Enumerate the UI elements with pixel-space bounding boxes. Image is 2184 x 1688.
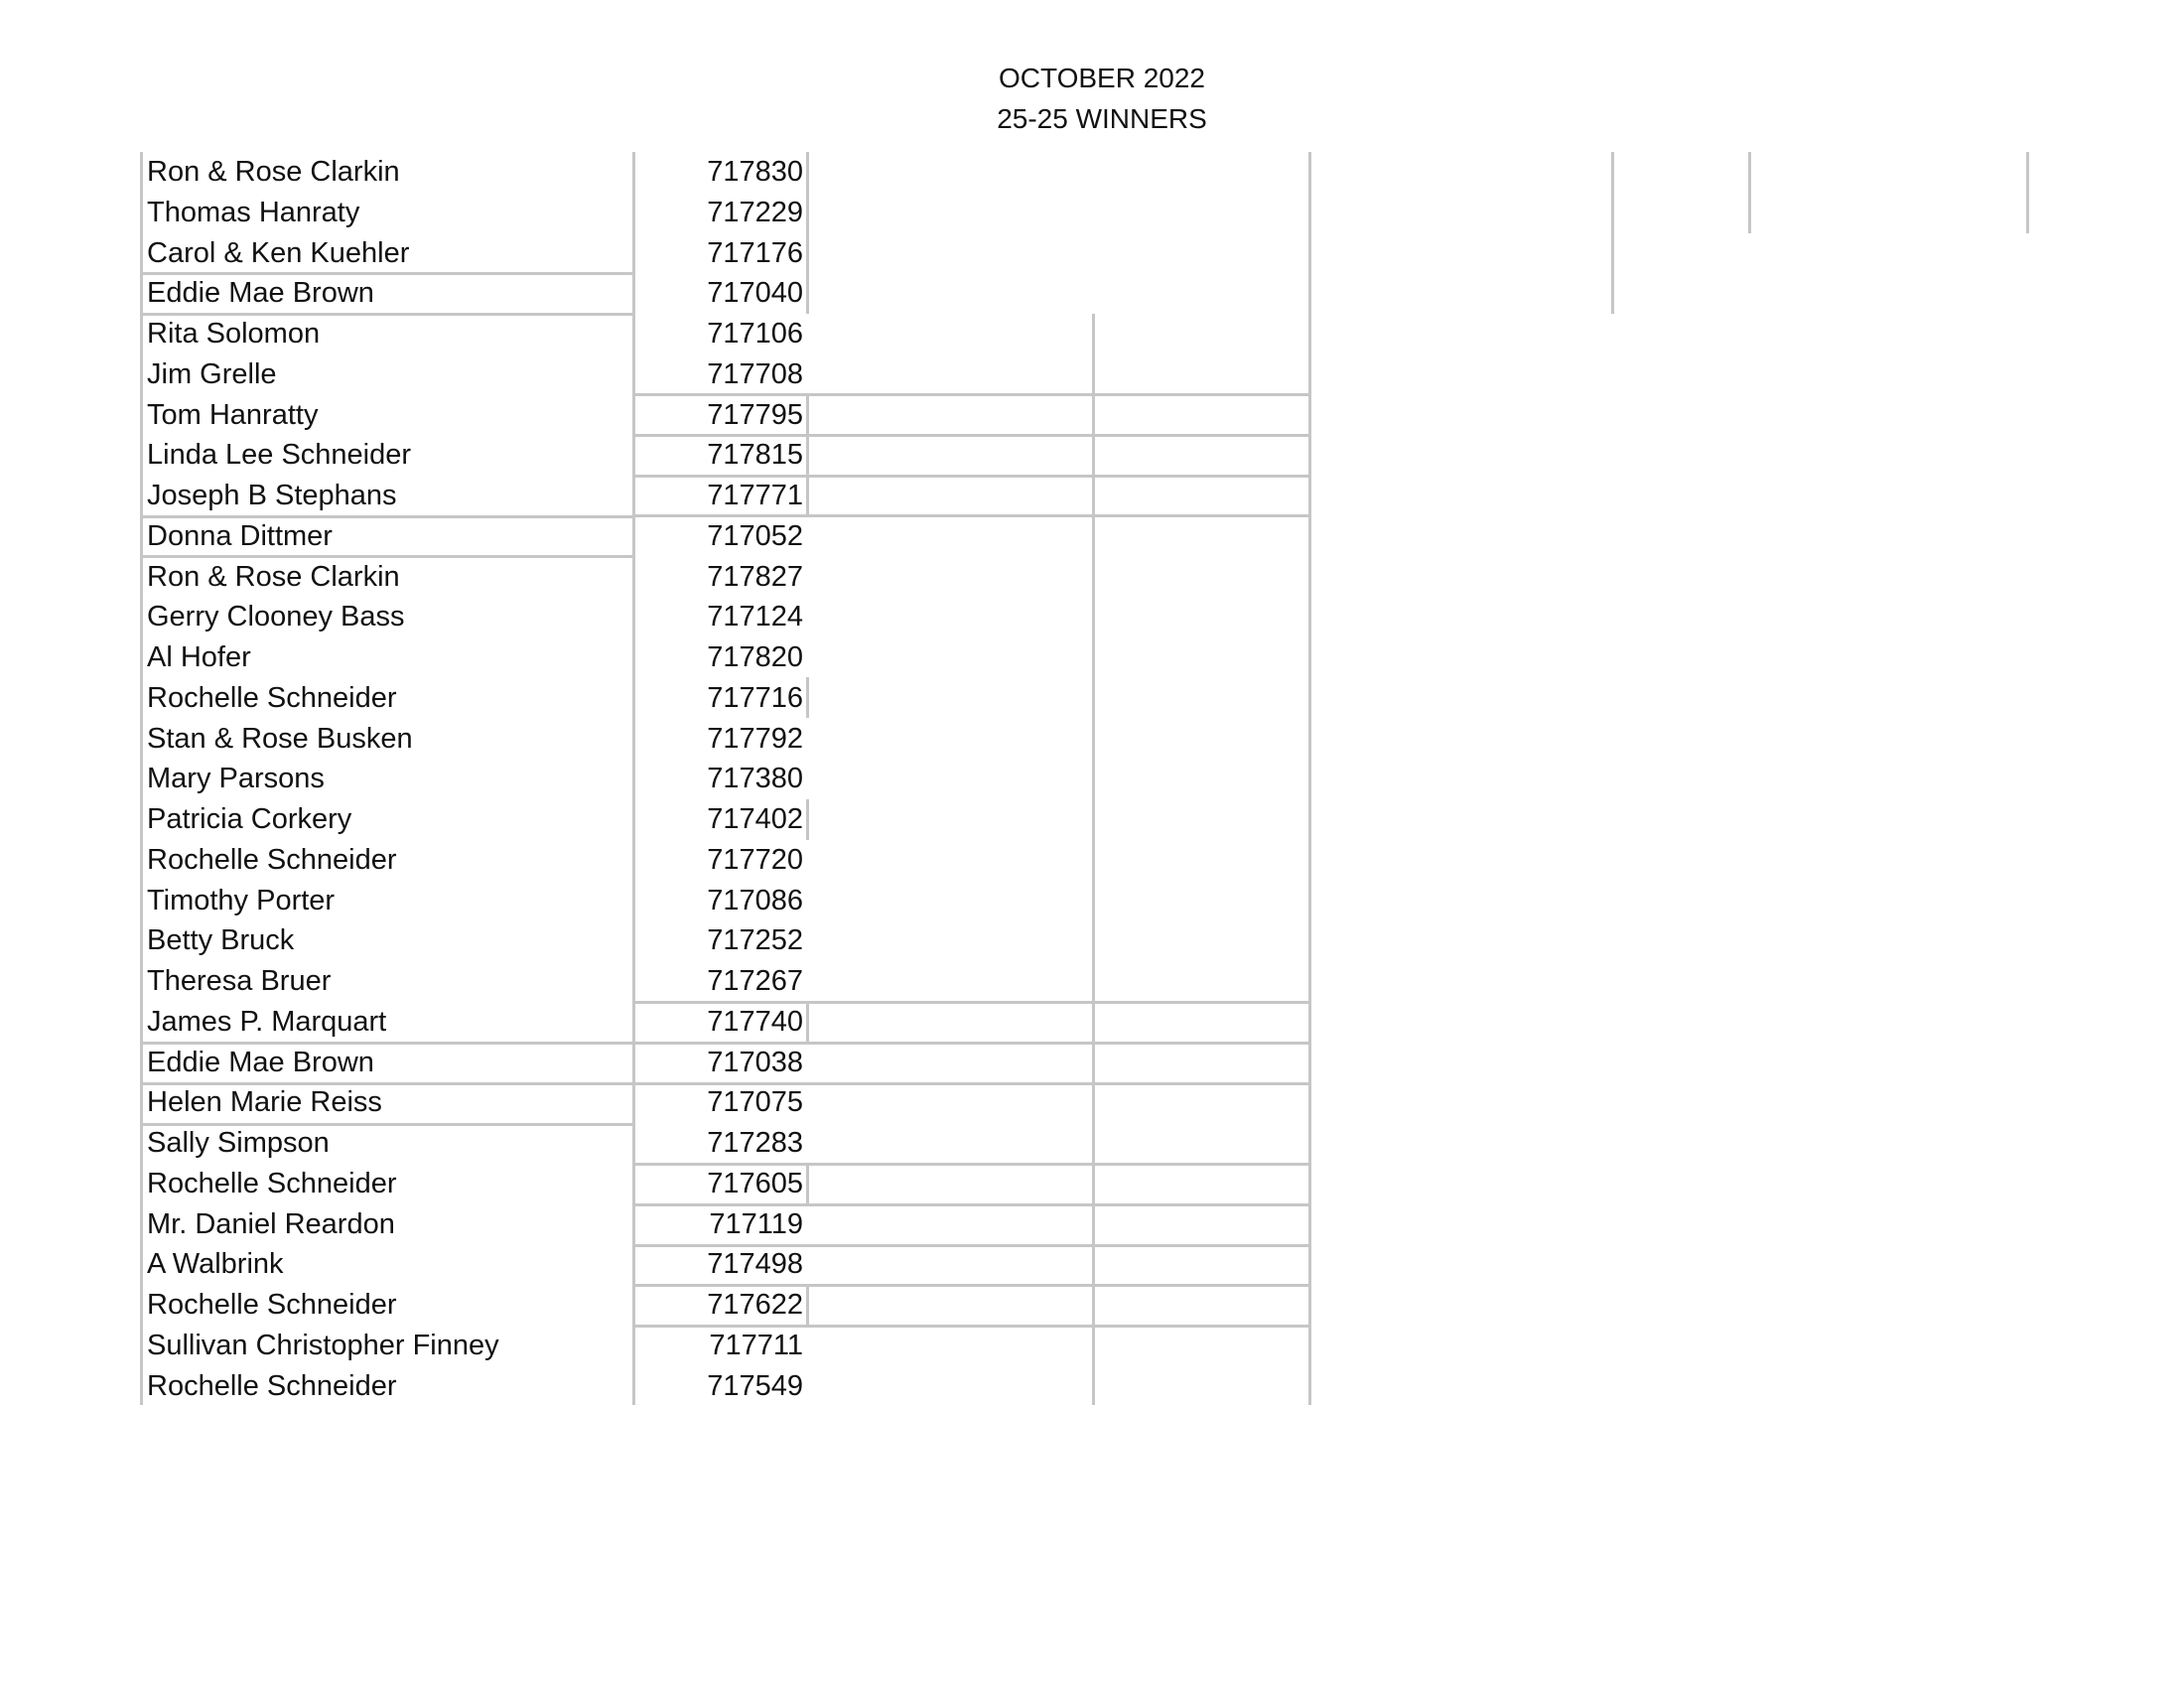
winner-row — [0, 1285, 1330, 1326]
winner-name: Stan & Rose Busken — [147, 722, 413, 755]
ticket-number: 717716 — [707, 681, 803, 714]
winner-name: Patricia Corkery — [147, 803, 352, 835]
month-heading: OCTOBER 2022 — [998, 63, 1206, 93]
winner-name: Rochelle Schneider — [147, 1289, 397, 1321]
winner-name: Donna Dittmer — [147, 519, 333, 552]
winner-name: Rochelle Schneider — [147, 1369, 397, 1402]
winner-name: Helen Marie Reiss — [147, 1086, 382, 1119]
winner-name: Sullivan Christopher Finney — [147, 1329, 499, 1361]
ticket-number: 717176 — [707, 236, 803, 269]
winner-name: Joseph B Stephans — [147, 480, 397, 511]
ticket-number: 717283 — [707, 1127, 803, 1159]
winner-row — [0, 719, 1330, 760]
ticket-number: 717820 — [707, 641, 803, 673]
winner-row — [0, 1244, 1330, 1285]
winner-row — [0, 435, 1330, 476]
ticket-number: 717229 — [707, 196, 803, 228]
ticket-number: 717830 — [707, 156, 803, 188]
ticket-number: 717106 — [707, 318, 803, 350]
winner-row — [0, 759, 1330, 799]
ticket-number: 717771 — [707, 480, 803, 511]
winner-name: Rochelle Schneider — [147, 1167, 397, 1199]
winner-name: Al Hofer — [147, 641, 251, 673]
ticket-number: 717498 — [707, 1248, 803, 1281]
winner-name: Eddie Mae Brown — [147, 1046, 374, 1078]
winner-row — [0, 1043, 1330, 1083]
ticket-number: 717086 — [707, 884, 803, 916]
winner-name: Rochelle Schneider — [147, 681, 397, 714]
winner-row — [0, 1164, 1330, 1204]
ticket-number: 717380 — [707, 763, 803, 795]
winner-row — [0, 354, 1330, 395]
ticket-number: 717119 — [709, 1207, 803, 1240]
winner-name: Ron & Rose Clarkin — [147, 560, 400, 593]
winner-row — [0, 840, 1330, 881]
ticket-number: 717792 — [707, 722, 803, 755]
winner-row — [0, 314, 1330, 354]
ticket-number: 717402 — [707, 803, 803, 835]
winner-name: Sally Simpson — [147, 1127, 330, 1159]
gridline-col-f — [1748, 152, 1751, 233]
ticket-number: 717740 — [707, 1005, 803, 1038]
winner-row — [0, 1002, 1330, 1043]
winner-row — [0, 1366, 1330, 1407]
ticket-number: 717252 — [707, 924, 803, 957]
winner-name: Mary Parsons — [147, 763, 325, 795]
winner-name: Rochelle Schneider — [147, 843, 397, 876]
winner-row — [0, 678, 1330, 719]
ticket-number: 717795 — [707, 398, 803, 431]
winner-name: Ron & Rose Clarkin — [147, 156, 400, 188]
winner-row — [0, 557, 1330, 598]
ticket-number: 717605 — [707, 1167, 803, 1199]
ticket-number: 717708 — [707, 357, 803, 390]
ticket-number: 717052 — [707, 519, 803, 552]
title-heading: 25-25 WINNERS — [997, 103, 1207, 134]
winner-name: Linda Lee Schneider — [147, 439, 412, 472]
winner-row — [0, 881, 1330, 921]
winner-name: A Walbrink — [147, 1248, 284, 1281]
winner-name: James P. Marquart — [147, 1005, 387, 1038]
ticket-number: 717827 — [707, 560, 803, 593]
winner-name: Eddie Mae Brown — [147, 277, 374, 310]
ticket-number: 717622 — [707, 1289, 803, 1321]
winner-name: Carol & Ken Kuehler — [147, 236, 410, 269]
winner-name: Jim Grelle — [147, 357, 277, 390]
ticket-number: 717040 — [707, 277, 803, 310]
winner-name: Timothy Porter — [147, 884, 336, 916]
winner-name: Gerry Clooney Bass — [147, 601, 405, 633]
winner-row — [0, 193, 1330, 233]
winner-name: Rita Solomon — [147, 318, 321, 350]
winner-name: Betty Bruck — [147, 924, 295, 957]
winner-name: Mr. Daniel Reardon — [147, 1207, 395, 1240]
winner-row — [0, 597, 1330, 637]
winners-list — [0, 152, 1330, 1406]
winner-row — [0, 637, 1330, 678]
ticket-number: 717815 — [707, 439, 803, 472]
winner-row — [0, 233, 1330, 274]
ticket-number: 717549 — [707, 1369, 803, 1402]
winner-name: Theresa Bruer — [147, 965, 332, 997]
winner-row — [0, 961, 1330, 1002]
winner-row — [0, 476, 1330, 516]
winner-row — [0, 799, 1330, 840]
winner-row — [0, 1082, 1330, 1123]
ticket-number: 717711 — [709, 1329, 803, 1361]
winner-row — [0, 1326, 1330, 1366]
ticket-number: 717720 — [707, 843, 803, 876]
winner-name: Tom Hanratty — [147, 398, 319, 431]
winner-row — [0, 395, 1330, 436]
gridline-col-g — [2026, 152, 2029, 233]
ticket-number: 717124 — [707, 601, 803, 633]
ticket-number: 717075 — [707, 1086, 803, 1119]
winner-row — [0, 273, 1330, 314]
ticket-number: 717267 — [707, 965, 803, 997]
winner-name: Thomas Hanraty — [147, 196, 360, 228]
gridline-col-e — [1611, 152, 1614, 314]
ticket-number: 717038 — [707, 1046, 803, 1078]
winner-row — [0, 1204, 1330, 1245]
winner-row — [0, 516, 1330, 557]
winner-row — [0, 152, 1330, 193]
winner-row — [0, 920, 1330, 961]
winner-row — [0, 1123, 1330, 1164]
